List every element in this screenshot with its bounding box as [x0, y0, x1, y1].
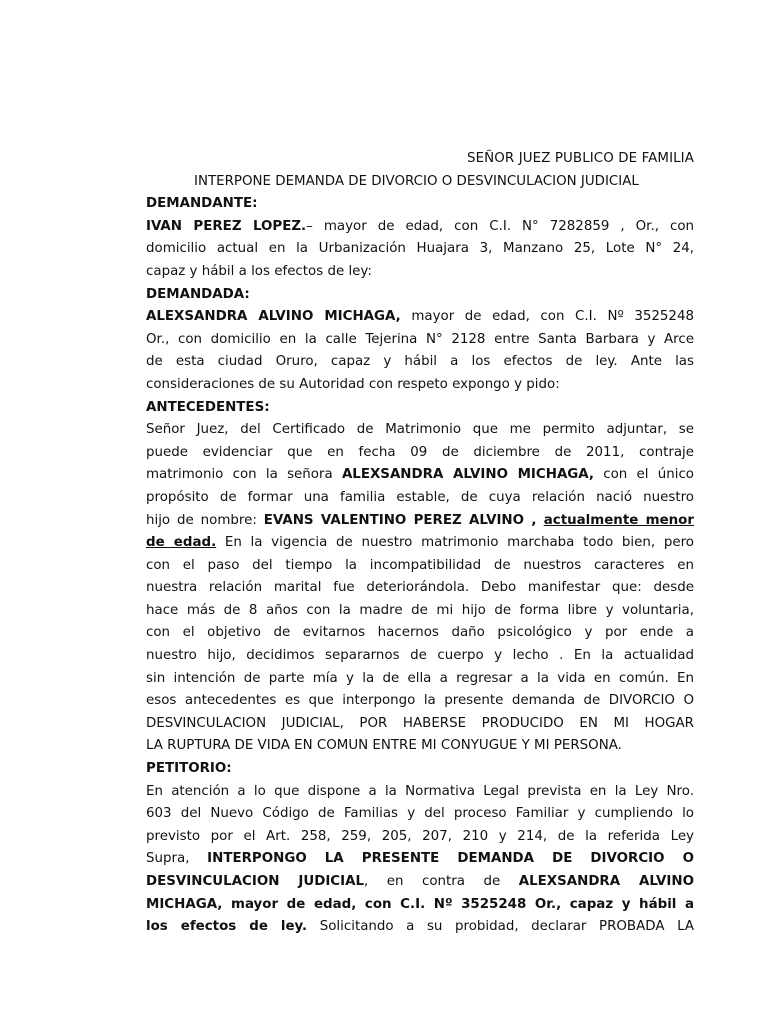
text-line: hijo de nombre: EVANS VALENTINO PEREZ ALVINO , actualmente menor — [146, 512, 694, 528]
text-line: esos antecedentes es que interpongo la presente demanda de DIVORCIO O — [146, 693, 694, 709]
text-line: consideraciones de su Autoridad con respeto expongo y pido: — [146, 376, 560, 392]
demandada-paragraph — [146, 306, 694, 396]
text-line: Señor Juez, del Certificado de Matrimonio que me permito adjuntar, se — [146, 422, 694, 438]
text-line: sin intención de parte mía y la de ella a regresar a la vida en común. En — [146, 670, 694, 686]
text-line: En atención a lo que dispone a la Normativa Legal prevista en la Ley Nro. — [146, 783, 694, 799]
text-line: previsto por el Art. 258, 259, 205, 207, 210 y 214, de la referida Ley — [146, 828, 694, 844]
text-line: ALEXSANDRA ALVINO MICHAGA, mayor de edad, con C.I. Nº 3525248 — [146, 309, 694, 325]
text-line: Supra, INTERPONGO LA PRESENTE DEMANDA DE DIVORCIO O — [146, 851, 695, 867]
demandante-name: IVAN PEREZ LOPEZ. — [146, 218, 307, 234]
demandada-name-ref: ALEXSANDRA ALVINO MICHAGA, — [341, 467, 594, 483]
text-line: DESVINCULACION JUDICIAL, en contra de ALEXSANDRA ALVINO — [146, 874, 694, 889]
section-heading-petitorio: PETITORIO: — [146, 761, 232, 777]
document-addressee: SEÑOR JUEZ PUBLICO DE FAMILIA — [467, 151, 694, 166]
text-line: LA RUPTURA DE VIDA EN COMUN ENTRE MI CONYUGUE Y MI PERSONA. — [146, 738, 622, 754]
antecedentes-paragraph — [146, 419, 694, 758]
text-line: los efectos de ley. Solicitando a su probidad, declarar PROBADA LA — [146, 919, 695, 935]
petitorio-paragraph — [146, 781, 694, 939]
text-line: DESVINCULACION JUDICIAL, POR HABERSE PRODUCIDO EN MI HOGAR — [146, 715, 694, 731]
child-name: EVANS VALENTINO PEREZ ALVINO , — [263, 512, 544, 528]
section-heading-antecedentes: ANTECEDENTES: — [146, 399, 270, 415]
document-subject: INTERPONE DEMANDA DE DIVORCIO O DESVINCULACION JUDICIAL — [194, 173, 639, 189]
text-line: capaz y hábil a los efectos de ley: — [146, 263, 372, 279]
section-heading-demandante: DEMANDANTE: — [146, 196, 258, 212]
minor-status: actualmente menor — [543, 512, 694, 528]
section-heading-demandada: DEMANDADA: — [146, 286, 250, 302]
text-line: puede evidenciar que en fecha 09 de diciembre de 2011, contraje — [146, 444, 694, 460]
text-line: nuestra relación marital fue deteriorándola. Debo manifestar que: desde — [146, 580, 694, 596]
text-line: de esta ciudad Oruro, capaz y hábil a los efectos de ley. Ante las — [146, 354, 694, 370]
text-line: 603 del Nuevo Código de Familias y del proceso Familiar y cumpliendo lo — [146, 806, 694, 822]
text-line: matrimonio con la señora ALEXSANDRA ALVINO MICHAGA, con el único — [146, 467, 694, 483]
minor-status-cont: de edad. — [146, 535, 217, 551]
demandante-paragraph — [146, 216, 694, 284]
text-line: propósito de formar una familia estable, de cuya relación nació nuestro — [146, 489, 694, 505]
text-line: de edad. En la vigencia de nuestro matrimonio marchaba todo bien, pero — [146, 535, 694, 551]
text-line: domicilio actual en la Urbanización Huajara 3, Manzano 25, Lote N° 24, — [146, 241, 694, 257]
text-line: IVAN PEREZ LOPEZ.– mayor de edad, con C.I. N° 7282859 , Or., con — [146, 218, 695, 234]
document-body — [146, 148, 694, 939]
text-line: hace más de 8 años con la madre de mi hijo de forma libre y voluntaria, — [146, 602, 694, 618]
text-line: Or., con domicilio en la calle Tejerina N° 2128 entre Santa Barbara y Arce — [146, 331, 694, 347]
text-line: con el objetivo de evitarnos hacernos daño psicológico y por ende a — [146, 625, 694, 641]
text-line: nuestro hijo, decidimos separarnos de cuerpo y lecho . En la actualidad — [146, 648, 694, 664]
demandada-name: ALEXSANDRA ALVINO MICHAGA, — [146, 309, 401, 325]
text-line: con el paso del tiempo la incompatibilidad de nuestros caracteres en — [146, 557, 694, 573]
text-line: MICHAGA, mayor de edad, con C.I. Nº 3525248 Or., capaz y hábil a — [146, 896, 694, 912]
